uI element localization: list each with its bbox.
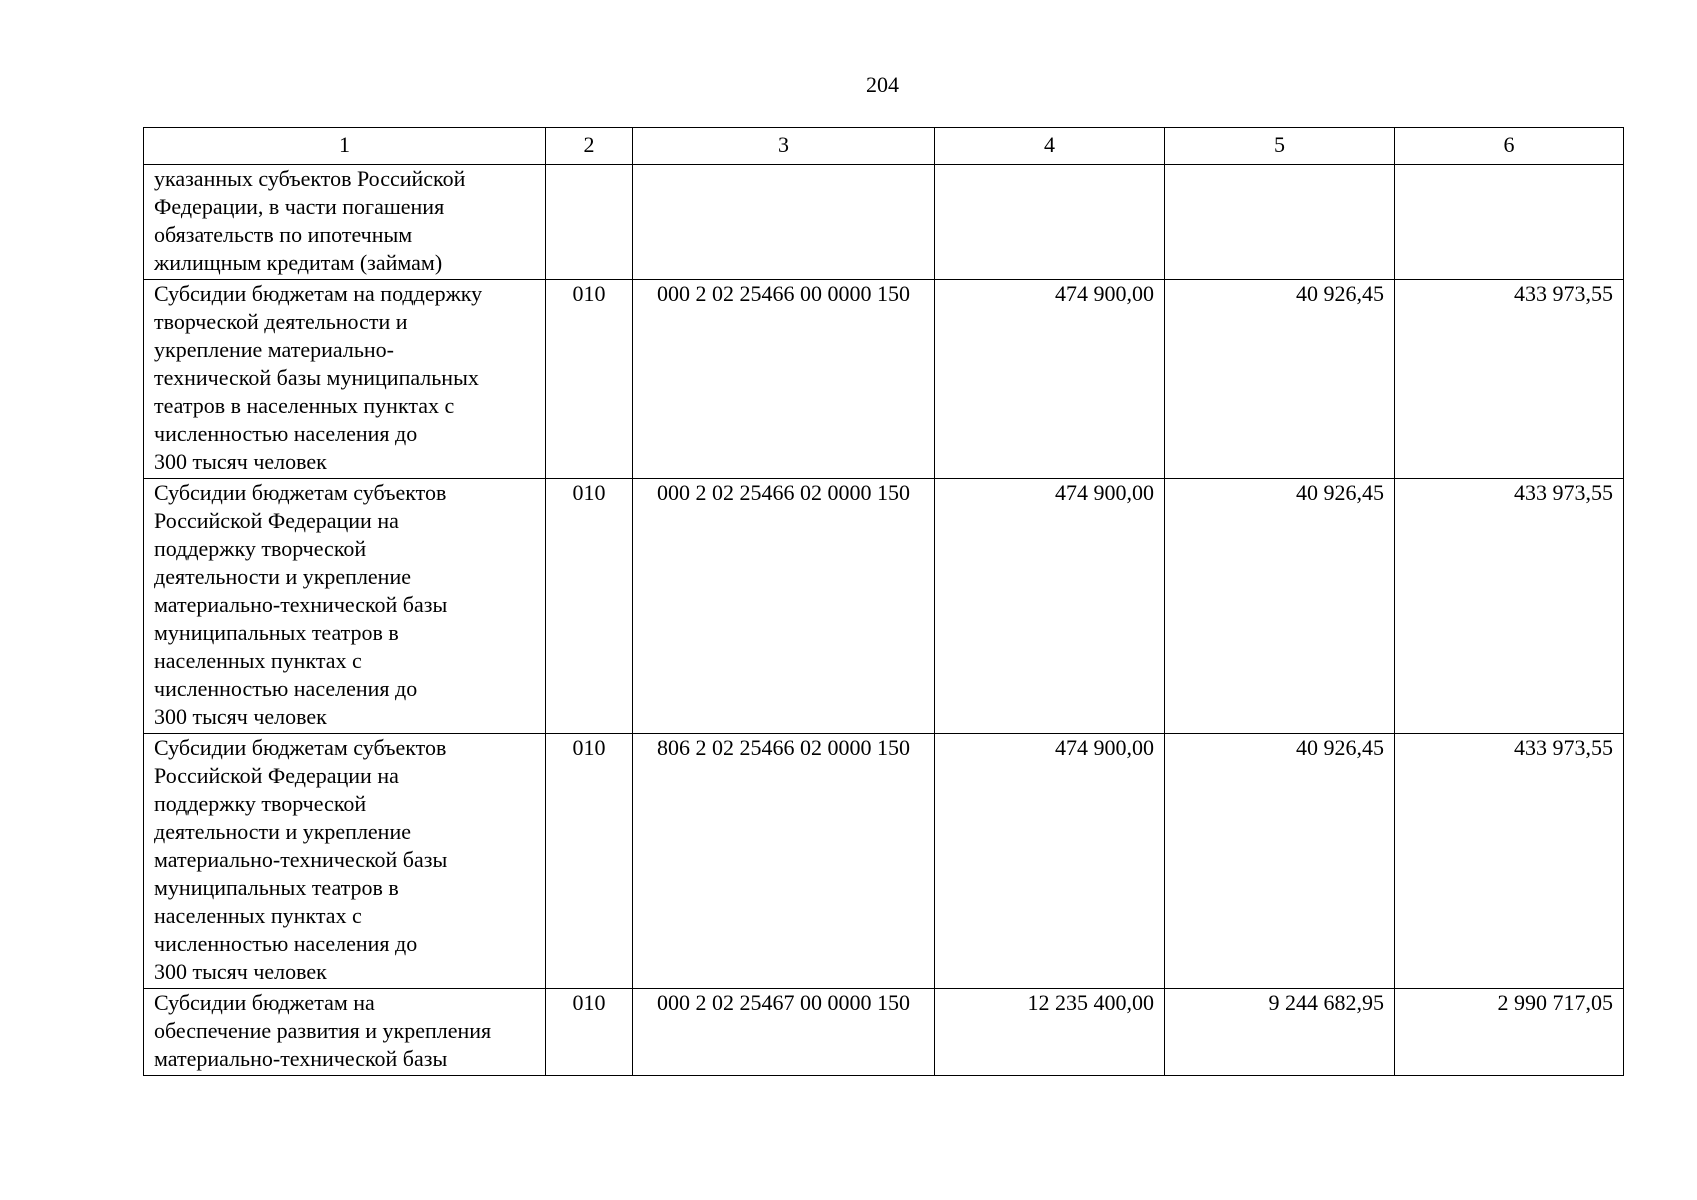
table-row [144,165,1624,280]
column-header-6: 6 [1395,128,1624,165]
column-header-4: 4 [935,128,1165,165]
row-unexecuted: 433 973,55 [1395,280,1624,479]
row-unexecuted: 433 973,55 [1395,734,1624,989]
row-name-text: Субсидии бюджетам на поддержку творческой деятельности и укрепление материально- технической базы муниципальных театров в населенных пунктах с численностью населения до 300 тысяч человек [154,281,483,474]
row-approved: 12 235 400,00 [935,989,1165,1076]
row-name [144,989,546,1076]
row-executed [1165,165,1395,280]
row-kbk: 000 2 02 25466 02 0000 150 [633,479,935,734]
row-name [144,280,546,479]
column-header-1: 1 [144,128,546,165]
table-row [144,989,1624,1076]
row-name-text: указанных субъектов Российской Федерации, в части погашения обязательств по ипотечным жилищным кредитам (займам) [154,166,466,275]
row-unexecuted [1395,165,1624,280]
row-line-code [546,165,633,280]
table-row [144,479,1624,734]
row-approved: 474 900,00 [935,280,1165,479]
column-header-3: 3 [633,128,935,165]
row-kbk: 000 2 02 25467 00 0000 150 [633,989,935,1076]
budget-table [143,127,1624,1076]
row-executed: 40 926,45 [1165,734,1395,989]
row-approved [935,165,1165,280]
row-name-text: Субсидии бюджетам субъектов Российской Федерации на поддержку творческой деятельности и укрепление материально-технической базы муниципальных театров в населенных пунктах с численностью населения до 300 тысяч человек [154,480,448,729]
row-executed: 9 244 682,95 [1165,989,1395,1076]
page-number: 204 [866,72,899,97]
row-unexecuted: 2 990 717,05 [1395,989,1624,1076]
row-approved: 474 900,00 [935,479,1165,734]
row-executed: 40 926,45 [1165,280,1395,479]
table-row [144,280,1624,479]
table-row [144,734,1624,989]
row-line-code: 010 [546,989,633,1076]
row-executed: 40 926,45 [1165,479,1395,734]
row-kbk [633,165,935,280]
row-approved: 474 900,00 [935,734,1165,989]
column-header-2: 2 [546,128,633,165]
table-header-row [144,128,1624,165]
row-name [144,734,546,989]
row-kbk: 806 2 02 25466 02 0000 150 [633,734,935,989]
row-line-code: 010 [546,734,633,989]
row-name [144,479,546,734]
row-line-code: 010 [546,479,633,734]
row-name [144,165,546,280]
column-header-5: 5 [1165,128,1395,165]
row-name-text: Субсидии бюджетам субъектов Российской Федерации на поддержку творческой деятельности и укрепление материально-технической базы муниципальных театров в населенных пунктах с численностью населения до 300 тысяч человек [154,735,448,984]
row-line-code: 010 [546,280,633,479]
row-name-text: Субсидии бюджетам на обеспечение развития и укрепления материально-технической базы [154,990,492,1071]
row-unexecuted: 433 973,55 [1395,479,1624,734]
row-kbk: 000 2 02 25466 00 0000 150 [633,280,935,479]
